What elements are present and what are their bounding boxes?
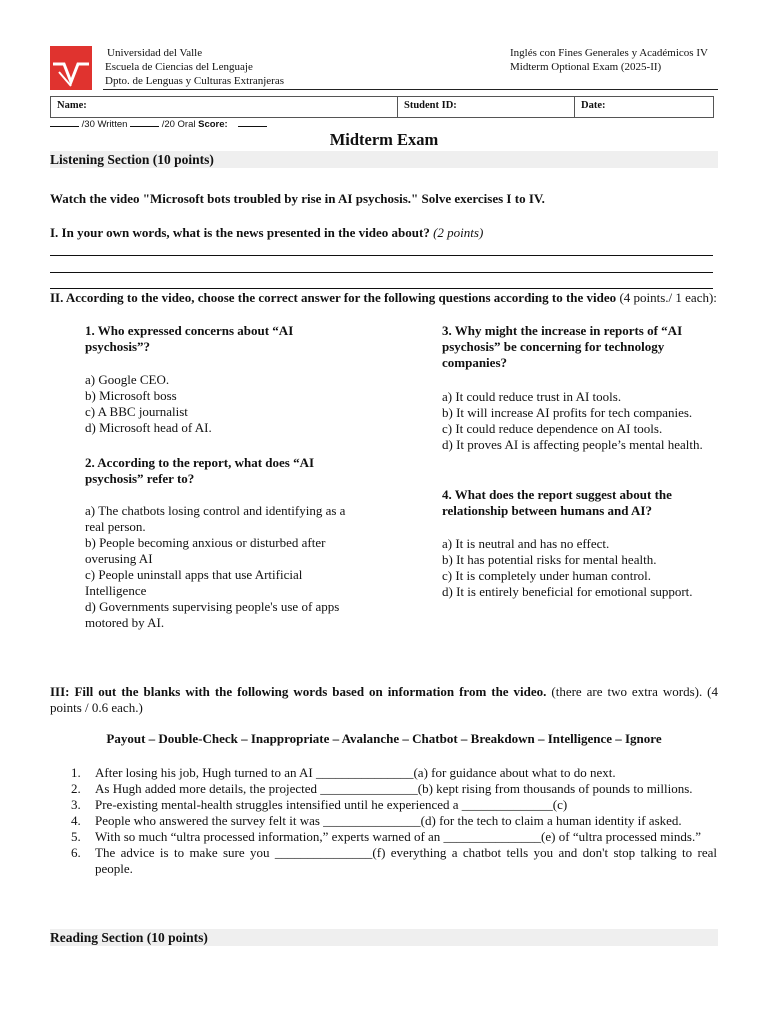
student-id-field[interactable]	[398, 97, 575, 117]
question-1	[50, 225, 718, 241]
option-d[interactable]: d) It is entirely beneficial for emotional support.	[442, 584, 693, 599]
option-c[interactable]: c) People uninstall apps that use Artificial Intelligence	[85, 567, 303, 598]
mc-question-4-options	[442, 536, 717, 600]
option-c[interactable]: c) It could reduce dependence on AI tools.	[442, 421, 663, 436]
fill-in-list	[50, 765, 717, 877]
exam-name: Midterm Optional Exam (2025-II)	[510, 61, 662, 73]
list-item: 2. As Hugh added more details, the projected _______________(b) kept rising from thousands of pounds to millions.	[71, 781, 693, 796]
total-score-label: Score:	[198, 119, 228, 130]
answer-line[interactable]	[50, 255, 713, 256]
question-2-text: II. According to the video, choose the correct answer for the following questions according to the video	[50, 290, 617, 305]
total-score-blank[interactable]	[238, 118, 267, 127]
mc-question-1-text: 1. Who expressed concerns about “AI psychosis”?	[85, 323, 294, 354]
question-1-points: (2 points)	[433, 225, 484, 240]
student-id-label: Student ID:	[404, 100, 457, 111]
option-c[interactable]: c) A BBC journalist	[85, 404, 188, 419]
answer-line[interactable]	[50, 288, 713, 289]
course-block	[510, 46, 708, 74]
institution-block	[105, 46, 284, 88]
written-score-label: /30 Written	[81, 119, 128, 130]
question-3-text: III: Fill out the blanks with the following words based on information from the video.	[50, 684, 547, 699]
answer-line[interactable]	[50, 272, 713, 273]
list-item: 4. People who answered the survey felt it was _______________(d) for the tech to claim a human identity if asked.	[71, 813, 682, 828]
question-1-text: I. In your own words, what is the news presented in the video about?	[50, 225, 430, 240]
date-label: Date:	[581, 100, 606, 111]
header-divider	[103, 89, 718, 90]
name-field[interactable]	[51, 97, 398, 117]
date-field[interactable]	[575, 97, 713, 117]
oral-score-label: /20 Oral	[161, 119, 196, 130]
list-item: 6. The advice is to make sure you _______________(f) everything a chatbot tells you and don't stop talking to real people.	[71, 845, 717, 876]
mc-question-1	[85, 323, 360, 355]
mc-question-3	[442, 323, 717, 371]
written-score-blank[interactable]	[50, 118, 79, 127]
mc-question-2-options	[85, 503, 360, 631]
institution-name: Universidad del Valle	[107, 47, 203, 59]
option-b[interactable]: b) People becoming anxious or disturbed after overusing AI	[85, 535, 326, 566]
course-name: Inglés con Fines Generales y Académicos IV	[510, 47, 708, 59]
option-c[interactable]: c) It is completely under human control.	[442, 568, 652, 583]
option-d[interactable]: d) Governments supervising people's use of apps motored by AI.	[85, 599, 340, 630]
university-logo	[50, 46, 92, 90]
mc-question-4	[442, 487, 717, 519]
oral-score-blank[interactable]	[130, 118, 159, 127]
mc-question-3-options	[442, 389, 717, 453]
option-b[interactable]: b) Microsoft boss	[85, 388, 177, 403]
mc-question-3-text: 3. Why might the increase in reports of “AI psychosis” be concerning for technology companies?	[442, 323, 683, 370]
list-item: 3. Pre-existing mental-health struggles intensified until he experienced a ______________(c)	[71, 797, 568, 812]
question-2	[50, 290, 718, 306]
option-a[interactable]: a) It could reduce trust in AI tools.	[442, 389, 622, 404]
list-item: 1. After losing his job, Hugh turned to an AI _______________(a) for guidance about what to do next.	[71, 765, 616, 780]
option-d[interactable]: d) It proves AI is affecting people’s mental health.	[442, 437, 703, 452]
listening-instruction: Watch the video "Microsoft bots troubled by rise in AI psychosis." Solve exercises I to IV.	[50, 191, 545, 206]
reading-section-heading: Reading Section (10 points)	[50, 929, 718, 946]
mc-question-4-text: 4. What does the report suggest about the relationship between humans and AI?	[442, 487, 672, 518]
page-title: Midterm Exam	[329, 130, 439, 149]
option-b[interactable]: b) It has potential risks for mental health.	[442, 552, 657, 567]
option-a[interactable]: a) Google CEO.	[85, 372, 170, 387]
list-item: 5. With so much “ultra processed information,” experts warned of an _______________(e) of “ultra processed minds.”	[71, 829, 701, 844]
school-name: Escuela de Ciencias del Lenguaje	[105, 61, 253, 73]
word-bank: Payout – Double-Check – Inappropriate – Avalanche – Chatbot – Breakdown – Intelligence – Ignore	[106, 731, 662, 746]
mc-question-1-options	[85, 372, 360, 436]
mc-question-2	[85, 455, 360, 487]
student-info-table	[50, 96, 714, 118]
listening-section-heading: Listening Section (10 points)	[50, 151, 718, 168]
department-name: Dpto. de Lenguas y Culturas Extranjeras	[105, 75, 285, 87]
question-2-points: (4 points./ 1 each):	[619, 290, 717, 305]
question-3	[50, 684, 718, 716]
option-d[interactable]: d) Microsoft head of AI.	[85, 420, 212, 435]
question-3-points: (there are two extra words). (4 points / 0.6 each.)	[50, 684, 719, 715]
option-a[interactable]: a) The chatbots losing control and identifying as a real person.	[85, 503, 346, 534]
option-b[interactable]: b) It will increase AI profits for tech companies.	[442, 405, 693, 420]
mc-question-2-text: 2. According to the report, what does “AI psychosis” refer to?	[85, 455, 315, 486]
option-a[interactable]: a) It is neutral and has no effect.	[442, 536, 610, 551]
name-label: Name:	[57, 100, 87, 111]
